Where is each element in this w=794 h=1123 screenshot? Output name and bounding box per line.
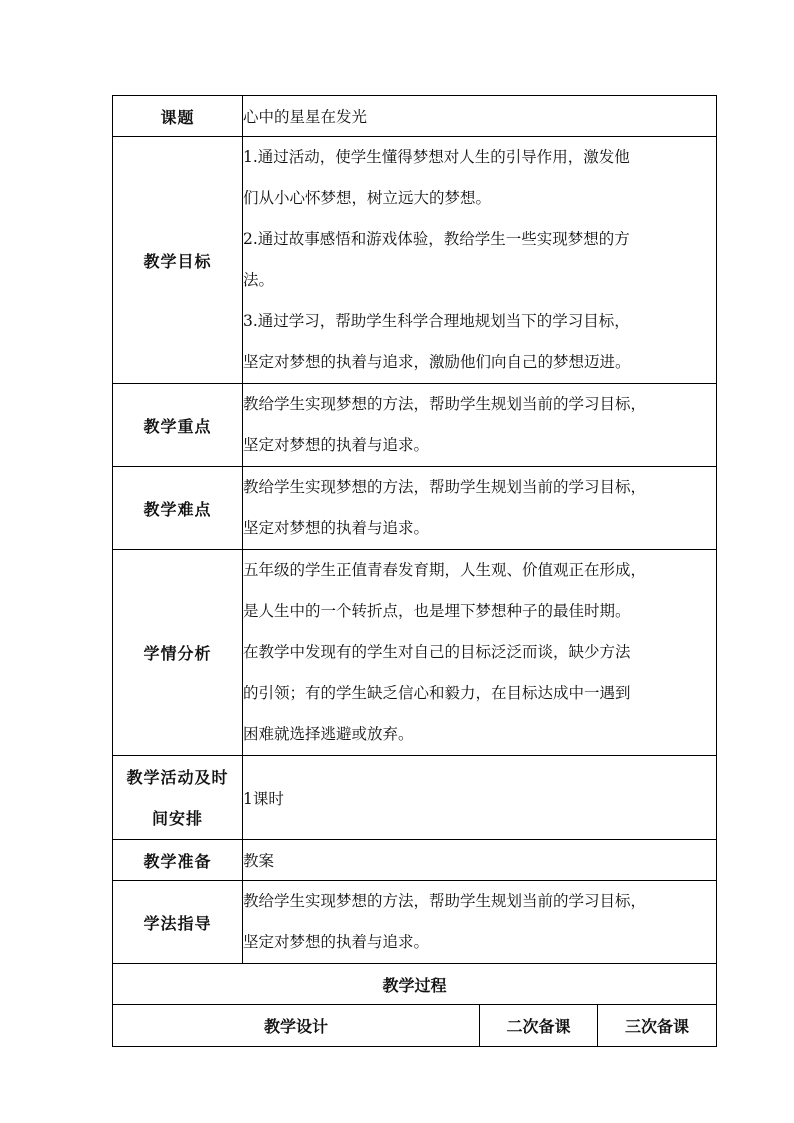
objectives-line: 坚定对梦想的执着与追求，激励他们向自己的梦想迈进。 xyxy=(243,353,631,371)
schedule-label xyxy=(113,756,243,840)
preparation-label: 教学准备 xyxy=(113,840,243,881)
objectives-line: 3.通过学习，帮助学生科学合理地规划当下的学习目标， xyxy=(243,312,630,330)
difficulties-label: 教学难点 xyxy=(113,467,243,550)
objectives-line: 们从小心怀梦想，树立远大的梦想。 xyxy=(243,189,492,207)
topic-row xyxy=(113,96,717,137)
learner-analysis-line: 困难就选择逃避或放弃。 xyxy=(243,725,414,743)
objectives-label: 教学目标 xyxy=(113,137,243,384)
lesson-plan-table xyxy=(112,95,717,1047)
learner-analysis-row xyxy=(113,550,717,756)
key-points-row xyxy=(113,384,717,467)
key-points-value xyxy=(243,384,717,467)
method-guidance-value xyxy=(243,881,717,964)
learner-analysis-label: 学情分析 xyxy=(113,550,243,756)
objectives-line: 法。 xyxy=(243,271,275,289)
learner-analysis-value xyxy=(243,550,717,756)
objectives-value xyxy=(243,137,717,384)
key-points-label: 教学重点 xyxy=(113,384,243,467)
schedule-row xyxy=(113,756,717,840)
key-points-line: 坚定对梦想的执着与追求。 xyxy=(243,436,430,454)
topic-value: 心中的星星在发光 xyxy=(243,96,717,137)
learner-analysis-line: 是人生中的一个转折点，也是埋下梦想种子的最佳时期。 xyxy=(243,602,631,620)
difficulties-row xyxy=(113,467,717,550)
second-prep-column-header: 二次备课 xyxy=(480,1005,598,1047)
schedule-label-line: 间安排 xyxy=(151,808,203,828)
preparation-value: 教案 xyxy=(243,840,717,881)
method-guidance-line: 坚定对梦想的执着与追求。 xyxy=(243,933,430,951)
difficulties-value xyxy=(243,467,717,550)
objectives-line: 1.通过活动，使学生懂得梦想对人生的引导作用，激发他 xyxy=(243,148,630,166)
objectives-line: 2.通过故事感悟和游戏体验，教给学生一些实现梦想的方 xyxy=(243,230,630,248)
preparation-row xyxy=(113,840,717,881)
schedule-value: 1课时 xyxy=(243,756,717,840)
learner-analysis-line: 五年级的学生正值青春发育期，人生观、价值观正在形成， xyxy=(243,561,647,579)
topic-label: 课题 xyxy=(113,96,243,137)
method-guidance-line: 教给学生实现梦想的方法，帮助学生规划当前的学习目标， xyxy=(243,892,647,910)
design-column-header: 教学设计 xyxy=(113,1005,480,1047)
objectives-row xyxy=(113,137,717,384)
difficulties-line: 教给学生实现梦想的方法，帮助学生规划当前的学习目标， xyxy=(243,478,647,496)
third-prep-column-header: 三次备课 xyxy=(598,1005,717,1047)
schedule-label-line: 教学活动及时 xyxy=(126,767,229,787)
difficulties-line: 坚定对梦想的执着与追求。 xyxy=(243,519,430,537)
learner-analysis-line: 在教学中发现有的学生对自己的目标泛泛而谈，缺少方法 xyxy=(243,643,631,661)
method-guidance-row xyxy=(113,881,717,964)
process-title: 教学过程 xyxy=(113,964,717,1005)
key-points-line: 教给学生实现梦想的方法，帮助学生规划当前的学习目标， xyxy=(243,395,647,413)
process-header-row xyxy=(113,1005,717,1047)
learner-analysis-line: 的引领；有的学生缺乏信心和毅力，在目标达成中一遇到 xyxy=(243,684,631,702)
process-title-row xyxy=(113,964,717,1005)
method-guidance-label: 学法指导 xyxy=(113,881,243,964)
